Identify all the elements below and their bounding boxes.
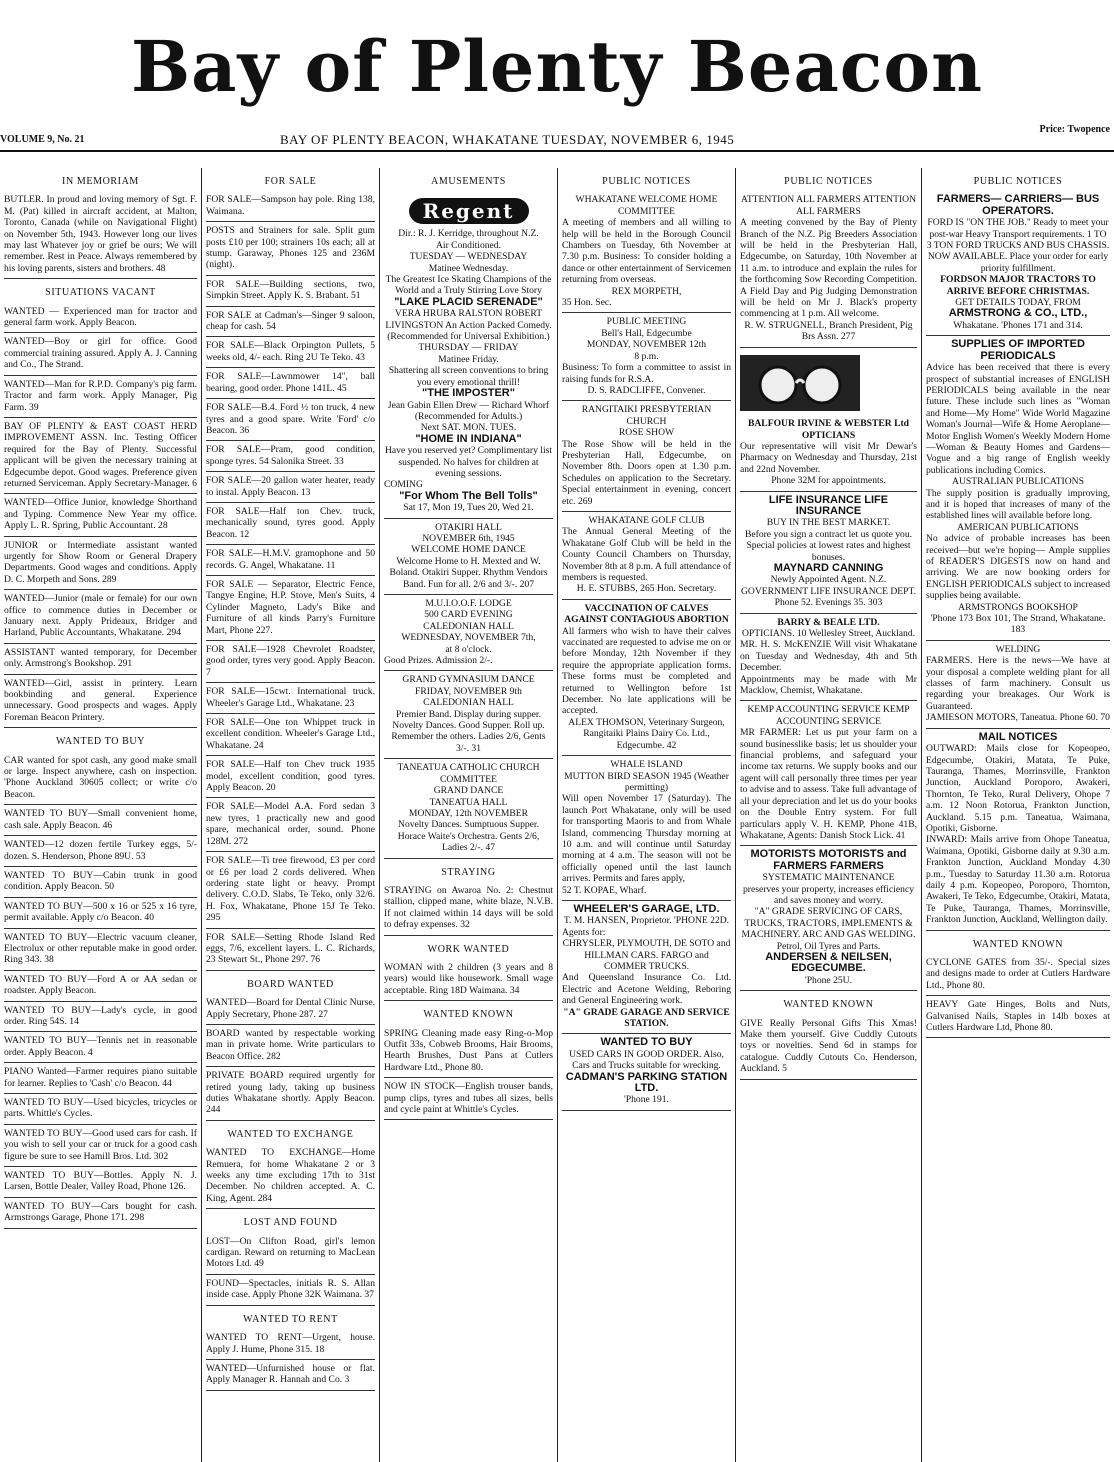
buy-ad: WANTED TO BUY—Lady's cycle, in good order. Ring 54S. 14 [4, 1002, 197, 1033]
lost-ad: LOST—On Clifton Road, girl's lemon cardigan. Reward on returning to MacLean Motors Ltd. 49 [206, 1233, 375, 1275]
masthead [0, 0, 1114, 126]
business-text: MR. H. S. McKENZIE Will visit Whakatane on Tuesday and Wednesday, 4th and 5th December. [740, 639, 917, 674]
sale-ad: FOR SALE—H.M.V. gramophone and 50 records. G. Angel, Whakatane. 11 [206, 545, 375, 576]
straying-heading: STRAYING [441, 866, 496, 878]
situation-ad: WANTED—Junior (male or female) for our own office to commence duties in December or January next. Apply Prideaux, Bridger and Harland, Public Accountants, Whakatane. 294 [4, 590, 197, 644]
notice-sign: REX MORPETH, [611, 285, 682, 297]
notice-sign: D. S. RADCLIFFE, Convener. [587, 384, 706, 396]
buy-ad: WANTED TO BUY—Used bicycles, tricycles or parts. Whittle's Cycles. [4, 1094, 197, 1125]
taneatua-ad [384, 759, 553, 858]
board-ad: BOARD wanted by respectable working man in private home. Write particulars to Beacon Office. 282 [206, 1025, 375, 1067]
event-date: FRIDAY, NOVEMBER 9th [415, 685, 522, 697]
ad-title: MOTORISTS MOTORISTS and FARMERS FARMERS [750, 848, 907, 872]
sale-ad: FOR SALE—Pram, good condition, sponge tyres. 54 Salonika Street. 33 [206, 441, 375, 472]
board-ad: PRIVATE BOARD required urgently for retired young lady, taking up business duties Whakatane shortly. Apply Beacon. 244 [206, 1067, 375, 1121]
amusements-heading: AMUSEMENTS [431, 176, 506, 187]
event-title: M.U.I.O.O.F. LODGE [425, 598, 512, 609]
ad-subtitle: SYSTEMATIC MAINTENANCE [762, 872, 895, 884]
ad-title: SUPPLIES OF IMPORTED PERIODICALS [951, 338, 1085, 362]
event-title: ROSE SHOW [618, 427, 675, 439]
film-title: "THE IMPOSTER" [422, 387, 515, 400]
ad-text: Before you sign a contract let us quote you. Special policies at lowest rates and highest bonuses. [744, 528, 913, 563]
business-contact: 'Phone 173 Box 101, The Strand, Whakatane. 183 [930, 613, 1106, 636]
masthead-title: Bay of Plenty Beacon [130, 25, 984, 108]
event-date: WEDNESDAY, NOVEMBER 7th, [401, 632, 536, 644]
situation-ad: WANTED—Boy or girl for office. Good commercial training assured. Apply A. J. Canning and Co., The Strand. [4, 333, 197, 375]
notice-title: VACCINATION OF CALVES AGAINST CONTAGIOUS ABORTION [564, 602, 729, 626]
film-title: "For Whom The Bell Tolls" [399, 489, 538, 502]
sale-ad: FOR SALE—Sampson hay pole. Ring 138, Waimana. [206, 191, 375, 222]
notice-sign: 35 Hon. Sec. [562, 297, 612, 309]
sale-ad: FOR SALE—B.4. Ford ½ ton truck, 4 new tyres and a good spare. Write 'Ford' c/o Beacon. 36 [206, 399, 375, 441]
business-name: KEMP ACCOUNTING SERVICE KEMP ACCOUNTING SERVICE [747, 704, 910, 727]
event-desc: Premier Band. Display during supper. Novelty Dances. Good Supper. Roll up. Remember the others. Ladies 2/6, Gents 3/-. 31 [391, 708, 546, 754]
venue: CALEDONIAN HALL [423, 697, 514, 709]
ad-text: FORD IS "ON THE JOB." Ready to meet your post-war Heavy Transport requirements. 1 TO 3 TON FORD TRUCKS AND BUS CHASSIS. NOW AVAILABLE. Place your order for early priority fulfillment. [926, 217, 1110, 274]
ad-title: MAIL NOTICES [978, 730, 1058, 743]
welding-ad [926, 641, 1110, 729]
public-notices-heading: PUBLIC NOTICES [784, 176, 873, 187]
notice-title: RANGITAIKI PRESBYTERIAN CHURCH [581, 404, 712, 427]
known-ad: GIVE Really Personal Gifts This Xmas! Make them yourself. Give Cuddly Cutouts toys or novelties. Send 6d in stamps for catalogue. Cuddly Cutouts Co. Henderson, Auckland. 5 [740, 1015, 917, 1080]
ad-text: preserves your property, increases efficiency and saves money and worry. [742, 883, 914, 906]
spectacles-icon [740, 355, 860, 411]
business-text: And Queensland Insurance Co. Ltd. Electric and Acetone Welding, Reboring and General Engineering work. [562, 972, 731, 1007]
notice-sign: ALEX THOMSON, Veterinary Surgeon, Rangitaiki Plains Dairy Co. Ltd., Edgecumbe. 42 [568, 716, 725, 751]
business-name: WHEELER'S GARAGE, LTD. [573, 902, 720, 915]
film-dates: Sat 17, Mon 19, Tues 20, Wed 21. [403, 502, 534, 514]
venue: Bell's Hall, Edgecumbe [601, 327, 692, 339]
business-name: CADMAN'S PARKING STATION LTD. [565, 1070, 728, 1095]
film-title: "LAKE PLACID SERENADE" [394, 295, 543, 308]
notice-sign: H. E. STUBBS, 265 Hon. Secretary. [576, 583, 717, 595]
memoriam-heading: IN MEMORIAM [62, 176, 139, 187]
mail-outward: OUTWARD: Mails close for Kopeopeo, Edgecumbe, Otakiri, Matata, Te Puke, Tauranga, Thames, Morrinsville, Frankton Junction, Auckland Poroporo, Awakeri, Thornton, Te Teko, Rural Delivery, Ohope 7 a.m. 12 Noon Rotorua, Frankton Junction, Auckland. 5.15 p.m. Taneatua, Waimana, Opotiki, Gisborne. [926, 743, 1110, 834]
ad-text: FARMERS. Here is the news—We have at your disposal a complete welding plant for all classes of farm machinery. Consult us regarding your breakages. Our Work is Guaranteed. [926, 655, 1110, 712]
business-contact: 'Phone 25U. [804, 974, 853, 986]
business-tagline: "A" GRADE GARAGE AND SERVICE STATION. [563, 1006, 730, 1030]
business-name: BARRY & BEALE LTD. [777, 616, 880, 628]
sale-ad: FOR SALE—1928 Chevrolet Roadster, good order, tyres very good. Apply Beacon. 7 [206, 641, 375, 683]
buy-ad: WANTED TO BUY—Electric vacuum cleaner, Electrolux or other reputable make in good order. Ring 343. 38 [4, 929, 197, 971]
ad-subtitle: BUY IN THE BEST MARKET. [766, 517, 891, 529]
rent-ad: WANTED—Unfurnished house or flat. Apply Manager R. Hannah and Co. 3 [206, 1360, 375, 1391]
known-ad: SPRING Cleaning made easy Ring-o-Mop Outfit 33s, Cobweb Brooms, Hair Brooms, Hearth Brushes, Dust Pans at Cutlers Hardware Ltd., Phone 80. [384, 1025, 553, 1079]
column-3 [380, 168, 558, 1462]
business-contact: Newly Appointed Agent. N.Z. GOVERNMENT LIFE INSURANCE DEPT. Phone 52. Evenings 35. 303 [741, 574, 916, 609]
insurance-ad [740, 492, 917, 614]
church-notice [562, 401, 731, 512]
sale-ad: FOR SALE—Lawnmower 14", ball bearing, good order. Phone 141L. 45 [206, 368, 375, 399]
buy-ad: WANTED TO BUY—Good used cars for cash. If you wish to sell your car or truck for a good cash figure be sure to see Hamill Bros. Ltd. 302 [4, 1125, 197, 1167]
barry-ad [740, 614, 917, 702]
film-desc: The Greatest Ice Skating Champions of the World and a Truly Stirring Love Story [385, 274, 552, 297]
event-time: 8 p.m. [634, 350, 659, 362]
lodge-ad [384, 595, 553, 671]
event-date: NOVEMBER 6th, 1945 [422, 532, 515, 544]
sale-ad: FOR SALE—Ti tree firewood, £3 per cord or £6 per load 2 cords delivered. When ordering state light or heavy. Prompt delivery. C.O.D. Slabs, Te Teko, only 32/6. H. Fox, Whakatane, Phone 15J Te Teko. 295 [206, 852, 375, 928]
buy-ad: WANTED TO BUY—Cabin trunk in good condition. Apply Beacon. 50 [4, 867, 197, 898]
wheeler-ad [562, 901, 731, 1034]
ad-title: WANTED TO BUY [600, 1036, 693, 1049]
situation-ad: WANTED — Experienced man for tractor and general farm work. Apply Beacon. [4, 303, 197, 334]
ad-title: FARMERS— CARRIERS— BUS OPERATORS. [936, 193, 1100, 217]
sale-ad: FOR SALE—20 gallon water heater, ready to instal. Apply Beacon. 13 [206, 472, 375, 503]
sale-ad: FOR SALE—15cwt. International truck. Wheeler's Garage Ltd., Whakatane. 23 [206, 683, 375, 714]
notice-text: The Annual General Meeting of the Whakatane Golf Club will be held in the County Council Chambers on Thursday, November 8th at 8 p.m. A full attendance of members is requested. [562, 526, 731, 583]
board-heading: BOARD WANTED [247, 978, 334, 990]
rent-heading: WANTED TO RENT [243, 1313, 338, 1325]
business-name: ANDERSEN & NEILSEN, EDGECUMBE. [765, 950, 892, 975]
film-cast: Jean Gabin Ellen Drew — Richard Whorf (Recommended for Adults.) [387, 399, 550, 422]
ad-text: "A" GRADE SERVICING OF CARS, TRUCKS, TRACTORS, IMPLEMENTS & MACHINERY. ARC AND GAS WELDING. Petrol, Oil Tyres and Parts. [741, 906, 916, 952]
cadman-ad [562, 1034, 731, 1110]
wanted-known-heading: WANTED KNOWN [423, 1009, 514, 1021]
venue: TANEATUA HALL [429, 796, 508, 808]
event-date: MONDAY, 12th NOVEMBER [408, 807, 529, 819]
business-name: BALFOUR IRVINE & WEBSTER Ltd OPTICIANS [747, 418, 909, 441]
business-contact: Phone 32M for appointments. [771, 475, 886, 487]
event-title: TANEATUA CATHOLIC CHURCH COMMITTEE [397, 762, 540, 785]
vaccination-notice [562, 600, 731, 756]
notice-sign: R. W. STRUGNELL, Branch President, Pig Brs Assn. 277 [744, 319, 913, 343]
event-desc: Good Prizes. Admission 2/-. [384, 655, 493, 667]
memoriam-notice: BUTLER. In proud and loving memory of Sgt. F. M. (Pat) killed in aircraft accident, at Malton, Toronto, Canada (while on Navigational Flight) on November 5th, 1943. However long our lives may last Whatever joy or grief be ours; We will remember. Rest in Peace. Always remembered by his loving parents, sisters and brothers. 48 [4, 191, 197, 279]
ad-title: LIFE INSURANCE LIFE INSURANCE [768, 493, 889, 517]
for-sale-heading: FOR SALE [264, 176, 317, 187]
situation-ad: JUNIOR or Intermediate assistant wanted urgently for Show Room or General Drapery Departments. Good wages and conditions. Apply D. C. Morpeth and Sons. 289 [4, 537, 197, 591]
show-days: TUESDAY — WEDNESDAY [409, 251, 528, 263]
ad-subtitle: FORDSON MAJOR TRACTORS TO ARRIVE BEFORE CHRISTMAS. [940, 274, 1096, 297]
event-time: at 8 o'clock. [445, 643, 492, 655]
committee-notice [562, 191, 731, 313]
venue: CALEDONIAN HALL [423, 620, 514, 632]
known-ad: CYCLONE GATES from 35/-. Special sizes and designs made to order at Cutlers Hardware Ltd., Phone 80. [926, 954, 1110, 996]
business-contact: T. M. HANSEN, Proprietor. 'PHONE 22D. [563, 915, 730, 927]
business-name: JAMIESON MOTORS, Taneatua. Phone 60. 70 [926, 712, 1110, 724]
columns [0, 168, 1114, 1462]
notice-text: All farmers who wish to have their calves vaccinated are requested to advise me on or before Monday, 12th November if they require the appropriate application forms. These forms must be completed and returned to Wellington before 1st December. No late applications will be accepted. [562, 625, 731, 717]
business-name: ARMSTRONG & CO., LTD., [948, 307, 1088, 320]
film-desc: Have you reserved yet? Complimentary list suspended. No halves for children at evening sessions. [384, 445, 553, 479]
coming-label: COMING [384, 479, 423, 491]
business-text: Our representative will visit Mr Dewar's Pharmacy on Wednesday and Thursday, 21st and 22nd November. [740, 440, 917, 475]
public-notices-heading: PUBLIC NOTICES [602, 176, 691, 187]
column-5 [736, 168, 922, 1462]
notice-title: WHALE ISLAND [610, 759, 683, 771]
show-days: THURSDAY — FRIDAY [418, 342, 519, 354]
event-title: GRAND DANCE [433, 785, 504, 797]
notice-text: Will open November 17 (Saturday). The launch Port Whakatane, only will be used for transporting Maoris to and from Whale Island, commencing Thursday morning at 10 a.m. and will continue until Saturday morning at 4 a.m. The season will not be officially opened until the last launch arrives. Permits and fares apply, [562, 793, 731, 885]
price: Price: Twopence [1039, 124, 1110, 135]
buy-ad: WANTED TO BUY—Tennis net in reasonable order. Apply Beacon. 4 [4, 1032, 197, 1063]
matinee: Matinee Wednesday. [428, 262, 509, 274]
sale-ad: FOR SALE — Separator, Electric Fence, Tangye Engine, H.P. Stove, Men's Suits, 4 Cylinder Magneto, Lady's Bike and Furniture of all kinds Parry's Furniture Mart, Phone 227. [206, 576, 375, 641]
mail-notices [926, 729, 1110, 931]
column-2 [202, 168, 380, 1462]
notice-title: WHAKATANE WELCOME HOME COMMITTEE [575, 194, 718, 217]
agents-label: Agents for: [562, 926, 606, 938]
buy-ad: WANTED TO BUY—Bottles. Apply N. J. Larsen, Bottle Dealer, Valley Road, Phone 126. [4, 1167, 197, 1198]
next-shows: Next SAT. MON. TUES. [420, 422, 517, 434]
known-ad: NOW IN STOCK—English trouser bands, pump clips, tyres and tubes all sizes, bells and cycle paint at Whittle's Cycles. [384, 1078, 553, 1120]
business-contact: Whakatane. 'Phones 171 and 314. [953, 319, 1083, 331]
buy-ad: WANTED TO BUY—Small convenient home, cash sale. Apply Beacon. 46 [4, 805, 197, 836]
work-ad: WOMAN with 2 children (3 years and 8 years) would like housework. Small wage acceptable. Ring 18D Waimana. 34 [384, 959, 553, 1001]
sale-ad: FOR SALE—Black Orpington Pullets, 5 weeks old, 4/- each. Ring 2U Te Teko. 43 [206, 337, 375, 368]
regent-ad [384, 191, 553, 518]
buy-ad: WANTED TO BUY—500 x 16 or 525 x 16 tyre, permit available. Apply c/o Beacon. 40 [4, 898, 197, 929]
business-contact: OPTICIANS. 10 Wellesley Street, Auckland. [741, 628, 916, 639]
known-ad: HEAVY Gate Hinges, Bolts and Nuts, Galvanised Nails, Staples in 14lb boxes at Cutlers Hardware Ltd, Phone 80. [926, 996, 1110, 1038]
situations-heading: SITUATIONS VACANT [45, 287, 156, 299]
sale-ad: FOR SALE—One ton Whippet truck in excellent condition. Wheeler's Garage Ltd., Whakatane. 24 [206, 714, 375, 756]
situation-ad: WANTED—Man for R.P.D. Company's pig farm. Tractor and farm work. Apply Manager, Pig Farm. 39 [4, 376, 197, 418]
business-name: ARMSTRONGS BOOKSHOP [958, 601, 1078, 613]
ad-text: The supply position is gradually improving, and it is hoped that increases of many of the established lines will available before long. [926, 487, 1110, 522]
exchange-heading: WANTED TO EXCHANGE [227, 1128, 354, 1140]
periodicals-ad [926, 336, 1110, 641]
column-6 [922, 168, 1114, 1462]
situation-ad: BAY OF PLENTY & EAST COAST HERD IMPROVEMENT ASSN. Inc. Testing Officer required for the Bay of Plenty. Successful applicant will be given the necessary training at Edgecumbe depot. Good wages. Preference given returned Serviceman. Apply Secretary-Manager. 6 [4, 418, 197, 494]
sale-ad: FOR SALE—Building sections, two, Simpkin Street. Apply K. S. Brabant. 51 [206, 276, 375, 307]
sale-ad: FOR SALE—Setting Rhode Island Red eggs, 7/6, excellent layers. L. C. Richards, 23 Stewart St., Phone 297. 76 [206, 929, 375, 971]
ad-subtitle: AUSTRALIAN PUBLICATIONS [952, 476, 1084, 488]
sale-ad: FOR SALE at Cadman's—Singer 9 saloon, cheap for cash. 54 [206, 307, 375, 338]
matinee: Matinee Friday. [438, 353, 499, 365]
film-cast: VERA HRUBA RALSTON ROBERT LIVINGSTON An Action Packed Comedy. (Recommended for Universal Exhibition.) [385, 308, 552, 343]
event-title: GRAND GYMNASIUM DANCE [402, 674, 535, 686]
situation-ad: WANTED—Office Junior, knowledge Shorthand and Typing. Commence New Year my office. Apply L. R. Spring, Public Accountant. 28 [4, 494, 197, 536]
situation-ad: WANTED—Girl, assist in printery. Learn bookbinding and general. Experience unnecessary. Good prospects and wages. Apply Foreman Beacon Printery. [4, 675, 197, 729]
rent-ad: WANTED TO RENT—Urgent, house. Apply J. Hume, Phone 315. 18 [206, 1329, 375, 1360]
buy-ad: CAR wanted for spot cash, any good make small or large. Inspect anywhere, cash on inspection. 'Phone Auckland 30605 collect; or write c/o Beacon. [4, 752, 197, 806]
notice-text: A meeting of members and all willing to help will be held in the Borough Council Chambers on Tuesday, 6th November at 7.30 p.m. Business: To consider holding a dance or other entertainment of Servicemen returning from overseas. [562, 217, 731, 286]
lost-found-heading: LOST AND FOUND [243, 1217, 338, 1229]
event-title: 500 CARD EVENING [424, 609, 513, 621]
regent-logo: Regent [409, 198, 529, 224]
notice-title: PUBLIC MEETING [606, 316, 687, 328]
meeting-notice [562, 313, 731, 401]
event-desc: Novelty Dances. Sumptuous Supper. Horace Waite's Orchestra. Gents 2/6, Ladies 2/-. 47 [397, 819, 540, 854]
work-wanted-heading: WORK WANTED [427, 943, 510, 955]
ford-ad [926, 191, 1110, 336]
sale-ad: FOR SALE—Model A.A. Ford sedan 3 new tyres, 1 practically new and good spare, mechanical order, sound. Phone 128M. 272 [206, 798, 375, 852]
notice-sign: 52 T. KOPAE, Wharf. [562, 884, 647, 896]
ad-text: USED CARS IN GOOD ORDER. Also, Cars and Trucks suitable for wrecking. [569, 1048, 724, 1072]
business-name: MAYNARD CANNING [773, 561, 884, 574]
public-notices-heading: PUBLIC NOTICES [973, 176, 1063, 187]
balfour-ad [740, 348, 917, 492]
business-contact: 'Phone 191. [624, 1094, 669, 1106]
air-conditioned: Air Conditioned. [435, 239, 502, 251]
event-desc: Welcome Home to H. Mexted and W. Boland. Otakiri Supper. Rhythm Vendors Band. Fun for all. 2/6 and 3/-. 207 [389, 555, 548, 590]
buy-ad: PIANO Wanted—Farmer requires piano suitable for learner. Replies to 'Cash' c/o Beacon. 44 [4, 1063, 197, 1094]
wanted-known-heading: WANTED KNOWN [972, 938, 1064, 950]
whale-notice [562, 756, 731, 901]
board-ad: WANTED—Board for Dental Clinic Nurse. Apply Secretary, Phone 287. 27 [206, 994, 375, 1025]
ad-text: Advice has been received that there is every prospect of substantial increases of ENGLISH PERIODICALS being available in the near future. These include such lines as "Woman and Home—My Home" Wide World Magazine Woman's Journal—Wife & Home Aeroplane—Motor English Women's Weekly Modern Home—Woman & Beauty Homes and Gardens—Vogue and a big range of English weekly publications including Comics. [926, 362, 1110, 476]
straying-ad: STRAYING on Awaroa No. 2: Chestnut stallion, clipped mane, white blaze, N.V.B. If not claimed within 14 days will be sold to defray expenses. 32 [384, 882, 553, 936]
event-title: WELCOME HOME DANCE [411, 544, 526, 556]
notice-text: A meeting convened by the Bay of Plenty Branch of the N.Z. Pig Breeders Association will be held in the Presbyterian Hall, Edgecumbe, on Saturday, 10th November at 11 a.m. to introduce and explain the rules for the forthcoming Sow Recording Competition. A Field Day and Pig Judging Demonstration will be held on Mr J. Black's property commencing at 1 p.m. All welcome. [740, 217, 917, 320]
buy-ad: WANTED TO BUY—Ford A or AA sedan or roadster. Apply Beacon. [4, 971, 197, 1002]
situation-ad: ASSISTANT wanted temporary, for December only. Armstrong's Bookshop. 291 [4, 644, 197, 675]
ad-text: No advice of probable increases has been received—but we're hoping— Ample supplies of READER'S DIGESTS now on hand and arriving. We are now booking orders for ENGLISH PERIODICALS subject to increased supplies being available. [926, 533, 1110, 602]
notice-text: The Rose Show will be held in the Presbyterian Hall, Edgecumbe, on November 8th. Doors open at 1.30 p.m. Schedules on application to the Secretary. Special entertainment in evening, concert etc. 269 [562, 438, 731, 507]
event-date: MONDAY, NOVEMBER 12th [586, 339, 707, 351]
farmers-notice [740, 191, 917, 347]
buy-ad: WANTED—12 dozen fertile Turkey eggs, 5/- dozen. S. Henderson, Phone 89U. 53 [4, 836, 197, 867]
golf-notice [562, 512, 731, 600]
ad-subtitle: AMERICAN PUBLICATIONS [957, 521, 1079, 533]
gym-ad [384, 671, 553, 759]
dateline [0, 124, 1114, 152]
notice-text: Business: To form a committee to assist in raising funds for R.S.A. [562, 362, 731, 385]
film-desc: Shattering all screen conventions to bring you every emotional thrill! [388, 365, 549, 388]
film-title: "HOME IN INDIANA" [415, 432, 522, 445]
kemp-ad [740, 701, 917, 846]
ad-title: WELDING [995, 643, 1041, 655]
wanted-known-heading: WANTED KNOWN [783, 999, 874, 1011]
lost-ad: FOUND—Spectacles, initials R. S. Allan inside case. Apply Phone 32K Waimana. 37 [206, 1275, 375, 1306]
buy-ad: WANTED TO BUY—Cars bought for cash. Armstrongs Garage, Phone 171. 298 [4, 1198, 197, 1229]
ad-text: GET DETAILS TODAY, FROM [955, 297, 1081, 309]
sale-ad: FOR SALE—Half ton Chev. truck, mechanically sound, tyres good. Apply Beacon. 12 [206, 503, 375, 545]
sale-ad: FOR SALE—Half ton Chev truck 1935 model, excellent condition, good tyres. Apply Beacon. 20 [206, 756, 375, 798]
event-title: MUTTON BIRD SEASON 1945 (Weather permitting) [564, 770, 729, 793]
business-text: Appointments may be made with Mr Macklow, Chemist, Whakatane. [740, 673, 917, 697]
volume-number: VOLUME 9, No. 21 [0, 134, 85, 145]
column-4 [558, 168, 736, 1462]
sale-ad: POSTS and Strainers for sale. Split gum posts £10 per 100; strainers 10s each; all at stump. Garaway, Phones 125 and 236M (night). [206, 222, 375, 276]
venue: OTAKIRI HALL [435, 521, 502, 533]
otakiri-ad [384, 519, 553, 595]
wanted-buy-heading: WANTED TO BUY [55, 736, 146, 748]
dateline-text: BAY OF PLENTY BEACON, WHAKATANE TUESDAY, NOVEMBER 6, 1945 [280, 132, 735, 147]
director: Dir.: R. J. Kerridge, throughout N.Z. [398, 228, 539, 240]
business-text: MR FARMER: Let us put your farm on a sound businesslike basis; let us shoulder your financial problems, and safeguard your income tax returns. We supply books and our agent will call personally three times per year to advise and to assess. Take full advantage of all your depreciation and let us do your books on the Double Entry system. For full particulars apply V. H. KEMP, Phone 41B, Whakatane, Agents: Danish Stock Lick. 41 [740, 727, 917, 841]
mail-inward: INWARD: Mails arrive from Ohope Taneatua, Waimana, Opotiki, Gisborne daily at 9.30 a.m. Frankton Junction, Auckland Monday 4.30 p.m., Tuesday to Saturday 11.30 a.m. Rotorua daily 4 p.m. Kopeopeo, Poroporo, Thornton, Awakeri, Te Teko, Edgecumbe, Otakiri, Matata, Te Puke, Tauranga, Thames, Morrinsville, Frankton Junction, Auckland, Wellington daily. [926, 834, 1110, 926]
agencies: CHRYSLER, PLYMOUTH, DE SOTO and HILLMAN CARS. FARGO and COMMER TRUCKS. [562, 938, 731, 972]
notice-title: ATTENTION ALL FARMERS ATTENTION ALL FARMERS [740, 194, 917, 217]
andersen-ad [740, 846, 917, 991]
column-1 [0, 168, 202, 1462]
exchange-ad: WANTED TO EXCHANGE—Home Remuera, for home Whakatane 2 or 3 weeks any time excluding 17th to 31st December. No children accepted. A. C. King, Agent. 284 [206, 1144, 375, 1209]
notice-title: WHAKATANE GOLF CLUB [588, 514, 705, 526]
